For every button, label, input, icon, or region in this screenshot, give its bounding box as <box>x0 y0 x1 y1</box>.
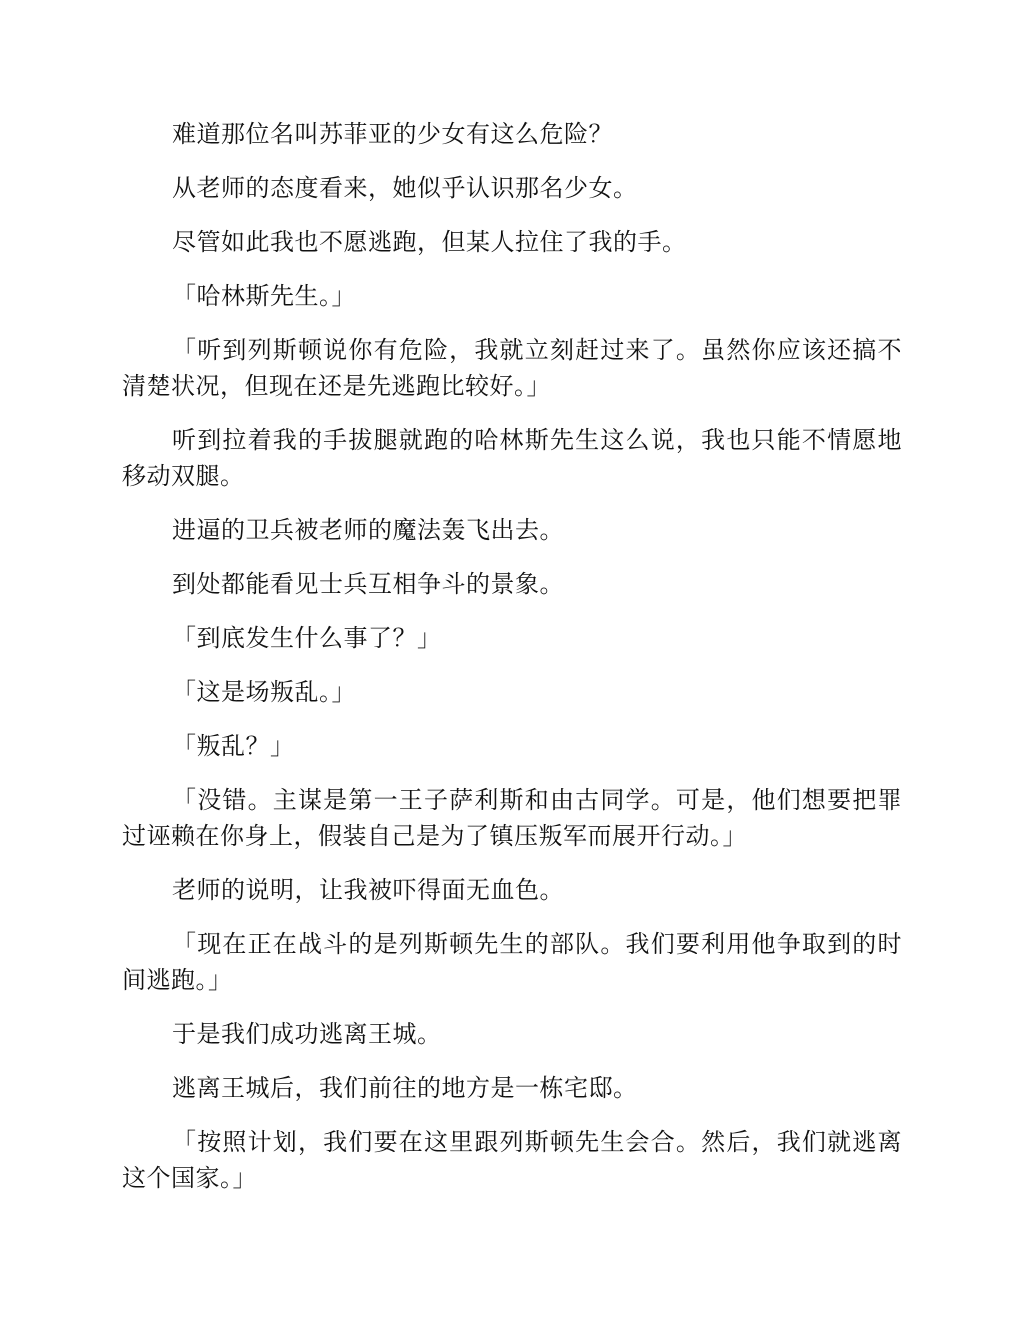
paragraph: 进逼的卫兵被老师的魔法轰飞出去。 <box>172 516 564 544</box>
paragraph: 于是我们成功逃离王城。 <box>172 1020 442 1048</box>
paragraph: 「叛乱？」 <box>172 732 295 760</box>
paragraph: 从老师的态度看来，她似乎认识那名少女。 <box>172 174 638 202</box>
paragraph: 老师的说明，让我被吓得面无血色。 <box>172 876 564 904</box>
paragraph: 「按照计划，我们要在这里跟列斯顿先生会合。然后，我们就逃离这个国家。」 <box>122 1128 902 1192</box>
paragraph: 难道那位名叫苏菲亚的少女有这么危险？ <box>172 120 613 148</box>
paragraph: 听到拉着我的手拔腿就跑的哈林斯先生这么说，我也只能不情愿地移动双腿。 <box>122 426 902 490</box>
paragraph: 「听到列斯顿说你有危险，我就立刻赶过来了。虽然你应该还搞不清楚状况，但现在还是先逃跑比较好。」 <box>122 336 902 400</box>
paragraph: 尽管如此我也不愿逃跑，但某人拉住了我的手。 <box>172 228 687 256</box>
paragraph: 「这是场叛乱。」 <box>172 678 356 706</box>
paragraph: 逃离王城后，我们前往的地方是一栋宅邸。 <box>172 1074 638 1102</box>
document-page <box>122 116 902 1214</box>
paragraph: 「到底发生什么事了？」 <box>172 624 442 652</box>
paragraph: 「哈林斯先生。」 <box>172 282 356 310</box>
paragraph: 到处都能看见士兵互相争斗的景象。 <box>172 570 564 598</box>
paragraph: 「没错。主谋是第一王子萨利斯和由古同学。可是，他们想要把罪过诬赖在你身上，假装自己是为了镇压叛军而展开行动。」 <box>122 786 902 850</box>
paragraph: 「现在正在战斗的是列斯顿先生的部队。我们要利用他争取到的时间逃跑。」 <box>122 930 902 994</box>
